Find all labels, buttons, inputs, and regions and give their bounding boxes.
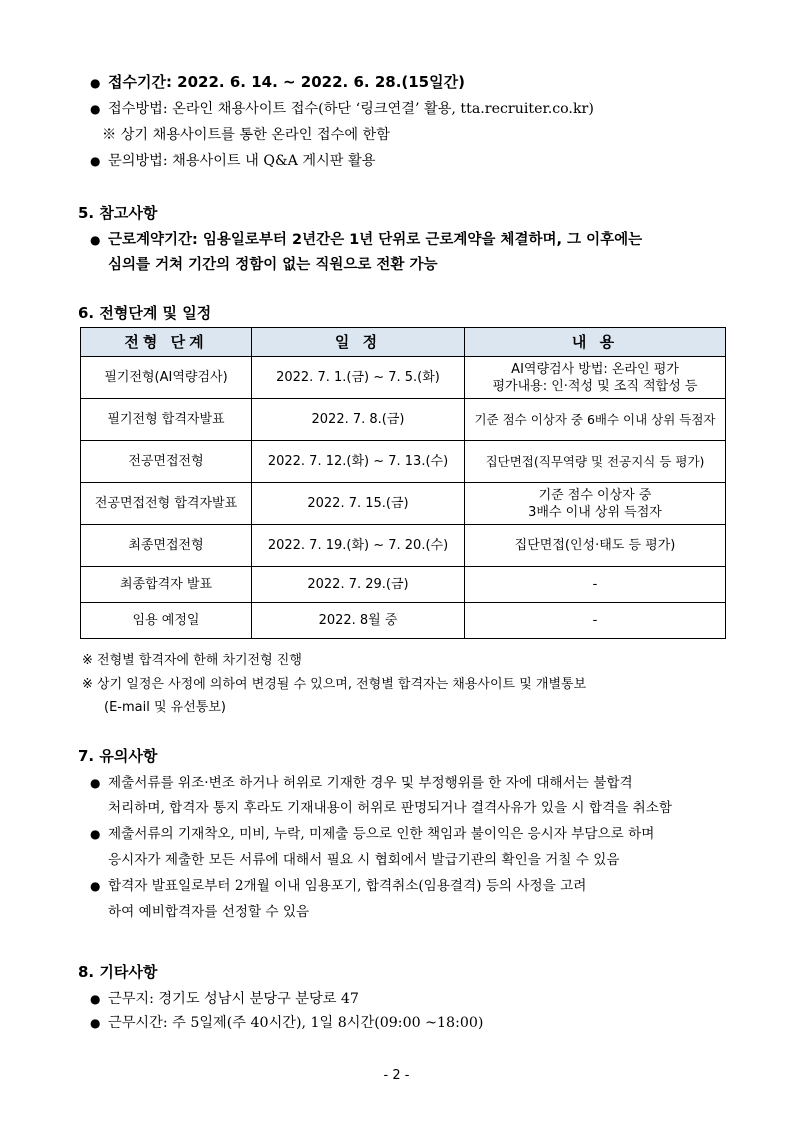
stage-cell: 전공면접전형 합격자발표	[81, 483, 252, 525]
content-line: 평가내용: 인·적성 및 조직 적합성 등	[492, 378, 698, 394]
date-cell: 2022. 7. 19.(화) ~ 7. 20.(수)	[252, 525, 465, 567]
bullet-icon: ●	[90, 102, 101, 116]
header-stage: 전형 단계	[81, 328, 252, 357]
application-inquiry: ● 문의방법: 채용사이트 내 Q&A 게시판 활용	[90, 153, 376, 169]
work-hours: ● 근무시간: 주 5일제(주 40시간), 1일 8시간(09:00 ~18:00)	[90, 1015, 484, 1031]
date-cell: 2022. 7. 1.(금) ~ 7. 5.(화)	[252, 357, 465, 399]
workplace: ● 근무지: 경기도 성남시 분당구 분당로 47	[90, 991, 359, 1007]
notice-item-2: ● 제출서류의 기재착오, 미비, 누락, 미제출 등으로 인한 책임과 불이익은 응시자 부담으로 하며	[90, 826, 655, 842]
table-row	[81, 567, 726, 603]
content-cell	[465, 483, 726, 525]
section-5-line1: ● 근로계약기간: 임용일로부터 2년간은 1년 단위로 근로계약을 체결하며, 그 이후에는	[90, 232, 643, 248]
schedule-table	[80, 327, 726, 639]
schedule-header-row	[81, 328, 726, 357]
bullet-icon: ●	[90, 1016, 101, 1030]
section-5-line2: 심의를 거쳐 기간의 정함이 없는 직원으로 전환 가능	[108, 257, 438, 273]
section-5-title: 5. 참고사항	[78, 204, 158, 222]
date-cell: 2022. 7. 8.(금)	[252, 399, 465, 441]
table-row	[81, 357, 726, 399]
schedule-note-2-cont: (E-mail 및 유선통보)	[104, 700, 226, 715]
content-cell: 집단면접(인성·태도 등 평가)	[465, 525, 726, 567]
application-period: ● 접수기간: 2022. 6. 14. ~ 2022. 6. 28.(15일간)	[90, 73, 465, 91]
stage-cell: 필기전형(AI역량검사)	[81, 357, 252, 399]
stage-cell: 임용 예정일	[81, 603, 252, 639]
date-cell: 2022. 7. 12.(화) ~ 7. 13.(수)	[252, 441, 465, 483]
notice-item-2-cont: 응시자가 제출한 모든 서류에 대해서 필요 시 협회에서 발급기관의 확인을 거칠 수 있음	[108, 852, 620, 868]
bullet-icon: ●	[90, 76, 101, 90]
stage-cell: 필기전형 합격자발표	[81, 399, 252, 441]
bullet-icon: ●	[90, 776, 101, 790]
bullet-icon: ●	[90, 154, 101, 168]
table-row	[81, 399, 726, 441]
bullet-icon: ●	[90, 827, 101, 841]
content-cell	[465, 357, 726, 399]
date-cell: 2022. 7. 29.(금)	[252, 567, 465, 603]
notice-item-3-cont: 하여 예비합격자를 선정할 수 있음	[108, 904, 310, 920]
header-date: 일 정	[252, 328, 465, 357]
stage-cell: 전공면접전형	[81, 441, 252, 483]
notice-item-3: ● 합격자 발표일로부터 2개월 이내 임용포기, 합격취소(임용결격) 등의 사정을 고려	[90, 878, 587, 894]
bullet-icon: ●	[90, 992, 101, 1006]
content-cell: -	[465, 603, 726, 639]
table-row	[81, 441, 726, 483]
table-row	[81, 603, 726, 639]
page-number: - 2 -	[383, 1068, 410, 1083]
date-cell: 2022. 7. 15.(금)	[252, 483, 465, 525]
notice-item-1-cont: 처리하며, 합격자 통지 후라도 기재내용이 허위로 판명되거나 결격사유가 있을 시 합격을 취소함	[108, 800, 672, 816]
content-cell: 집단면접(직무역량 및 전공지식 등 평가)	[465, 441, 726, 483]
table-row	[81, 525, 726, 567]
content-line: AI역량검사 방법: 온라인 평가	[511, 361, 679, 377]
stage-cell: 최종면접전형	[81, 525, 252, 567]
schedule-note-1: ※ 전형별 합격자에 한해 차기전형 진행	[82, 653, 302, 668]
application-method-note: ※ 상기 채용사이트를 통한 온라인 접수에 한함	[102, 127, 390, 143]
section-7-title: 7. 유의사항	[78, 747, 158, 765]
table-row	[81, 483, 726, 525]
section-6-title: 6. 전형단계 및 일정	[78, 304, 212, 322]
content-cell: 기준 점수 이상자 중 6배수 이내 상위 득점자	[465, 399, 726, 441]
application-method: ● 접수방법: 온라인 채용사이트 접수(하단 ‘링크연결’ 활용, tta.recruiter.co.kr)	[90, 101, 594, 117]
schedule-note-2: ※ 상기 일정은 사정에 의하여 변경될 수 있으며, 전형별 합격자는 채용사이트 및 개별통보	[82, 677, 587, 692]
section-8-title: 8. 기타사항	[78, 963, 158, 981]
content-line: 기준 점수 이상자 중	[538, 487, 652, 503]
stage-cell: 최종합격자 발표	[81, 567, 252, 603]
bullet-icon: ●	[90, 879, 101, 893]
notice-item-1: ● 제출서류를 위조·변조 하거나 허위로 기재한 경우 및 부정행위를 한 자에 대해서는 불합격	[90, 775, 633, 791]
content-cell: -	[465, 567, 726, 603]
date-cell: 2022. 8월 중	[252, 603, 465, 639]
bullet-icon: ●	[90, 233, 101, 247]
content-line: 3배수 이내 상위 득점자	[528, 504, 662, 520]
header-content: 내 용	[465, 328, 726, 357]
